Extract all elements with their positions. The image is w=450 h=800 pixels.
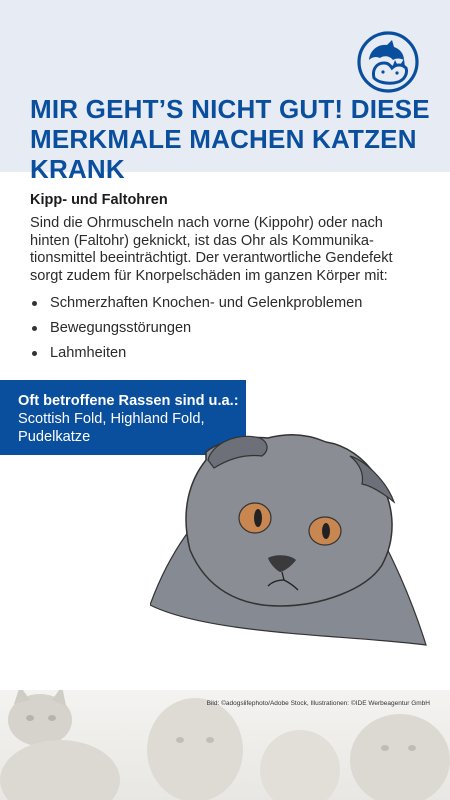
list-item <box>30 344 422 362</box>
section-paragraph <box>30 215 422 285</box>
bullet-icon <box>32 351 37 356</box>
list-item-text: Bewegungsstörungen <box>50 320 192 337</box>
list-item-text: Lahmheiten <box>50 345 127 362</box>
main-content <box>30 192 422 369</box>
list-item <box>30 319 422 337</box>
bullet-icon <box>32 326 37 331</box>
paragraph-line-1: Sind die Ohrmuscheln nach vorne (Kippohr) oder nach <box>30 215 383 231</box>
callout-title: Oft betroffene Rassen sind u.a.: <box>18 393 239 409</box>
image-credit: Bild: ©adogslifephoto/Adobe Stock, Illustrationen: ©IDE Werbeagentur GmbH <box>206 700 430 707</box>
symptom-list <box>30 294 422 362</box>
bullet-icon <box>32 301 37 306</box>
cat-dog-logo-icon <box>356 30 420 94</box>
headline-line-1: MIR GEHT’S NICHT GUT! DIESE <box>30 94 430 124</box>
paragraph-line-4: sorgt zudem für Knorpelschäden im ganzen Körper mit: <box>30 267 388 284</box>
headline-line-2: MERKMALE MACHEN KATZEN KRANK <box>30 124 417 184</box>
list-item <box>30 294 422 312</box>
page-title <box>30 94 440 184</box>
scottish-fold-cat-illustration <box>150 430 440 660</box>
header-band <box>0 0 450 184</box>
paragraph-line-3: tionsmittel beeinträchtigt. Der verantwortliche Gendefekt <box>30 250 393 267</box>
paragraph-line-2: hinten (Faltohr) geknickt, ist das Ohr als Kommunika- <box>30 232 374 249</box>
section-subheading: Kipp- und Faltohren <box>30 192 168 208</box>
callout-line-1: Scottish Fold, Highland Fold, <box>18 411 205 427</box>
list-item-text: Schmerzhaften Knochen- und Gelenkproblemen <box>50 295 363 312</box>
callout-line-2: Pudelkatze <box>18 429 91 445</box>
